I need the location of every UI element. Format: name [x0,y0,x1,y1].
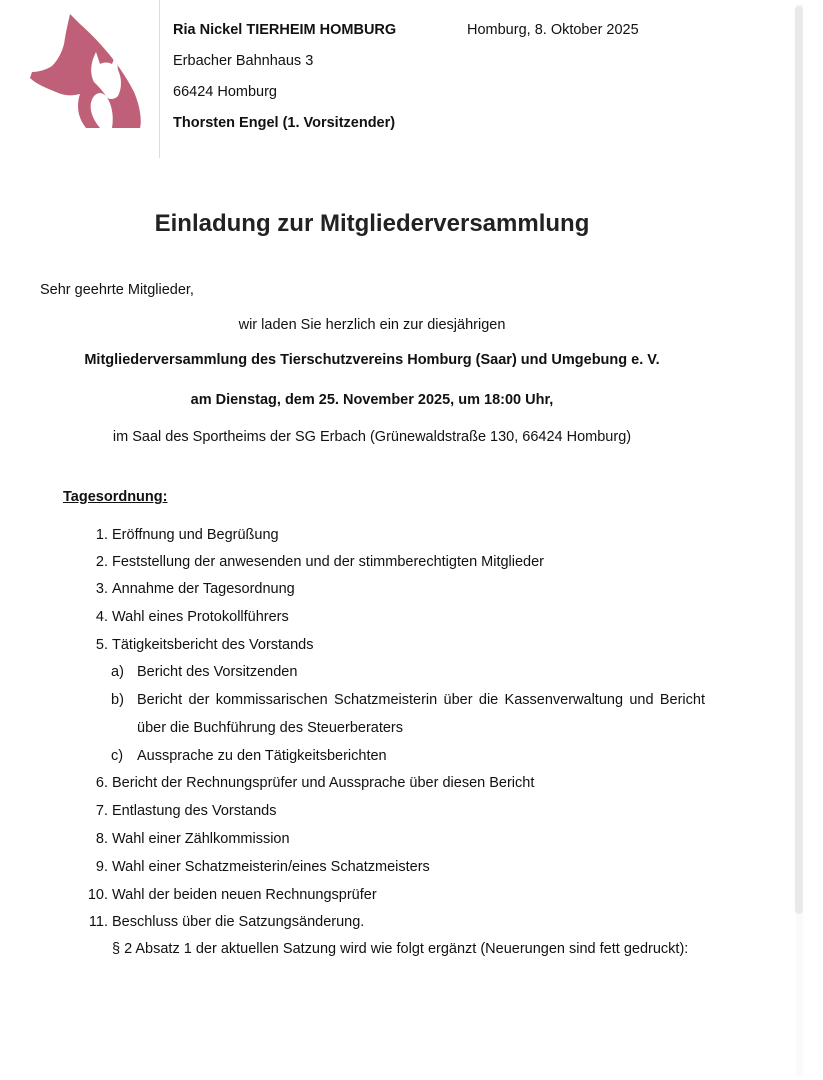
salutation: Sehr geehrte Mitglieder, [40,282,194,298]
dog-cat-logo-icon [28,12,144,134]
letter-date: Homburg, 8. Oktober 2025 [467,22,639,38]
sender-chair: Thorsten Engel (1. Vorsitzender) [173,115,396,131]
letter-page: Ria Nickel TIERHEIM HOMBURG Homburg, 8. Oktober 2025 Erbacher Bahnhaus 3 66424 Homburg Thorsten Engel (1. Vorsitzender) Einladung zur Mitgliederversammlung Sehr geehrte Mitglieder, wir laden Sie herzlich ein zur diesjährigen Mitgliederversammlung des Tierschutzvereins Homburg (Saar) und Umgebung e. V. am Dienstag, dem 25. November 2025, um 18:00 Uhr, im Saal des Sportheims der SG Erbach (Grünewaldstraße 130, 66424 Homburg) Tagesordnung: 1. Eröffnung und Begrüßung 2. Feststellung der anwesenden und der stimmberechtigten Mitglieder 3. Annahme der Tagesordnung 4. Wahl eines Protokollführers 5. Tätigkeitsbericht des Vorstands a) Bericht des Vorsitzenden b) Bericht der kommissarischen Schatzmeisterin über die Kassenverwaltung und Bericht über die Buchführung des Steuerberaters c) Aussprache zu den Tätigkeitsberichten 6. Bericht der Rechnungsprüfer und Aussprache über diesen Bericht 7. Entlastung des Vorstands 8. Wahl einer Zählkommission 9. Wahl einer Schatzmeisterin/eines Schatzmeisters 10. Wahl der beiden neuen Rechnungsprüfer 11. Beschluss über die Satzungsänderung. § 2 Absatz 1 der aktuellen Satzung wird wie folgt ergänzt (Neuerungen sind fett gedruckt): [0,0,823,1080]
sender-street: Erbacher Bahnhaus 3 [173,53,314,69]
agenda-heading: Tagesordnung: [63,489,168,505]
header-divider [159,0,160,158]
invite-line-3: am Dienstag, dem 25. November 2025, um 18:00 Uhr, [190,392,554,408]
statute-amendment-note: § 2 Absatz 1 der aktuellen Satzung wird wie folgt ergänzt (Neuerungen sind fett gedruckt): [112,941,689,957]
invite-line-2: Mitgliederversammlung des Tierschutzvereins Homburg (Saar) und Umgebung e. V. [84,352,660,368]
scrollbar-thumb[interactable] [795,6,803,914]
invite-line-1: wir laden Sie herzlich ein zur diesjährigen [238,317,506,333]
agenda-subitem: b) Bericht der kommissarischen Schatzmeisterin über die Kassenverwaltung und Bericht über die Buchführung des Steuerberaters [111,692,705,736]
invite-line-4: im Saal des Sportheims der SG Erbach (Grünewaldstraße 130, 66424 Homburg) [112,429,632,445]
document-title: Einladung zur Mitgliederversammlung [154,210,590,237]
sender-city: 66424 Homburg [173,84,277,100]
sender-organization: Ria Nickel TIERHEIM HOMBURG [173,22,397,38]
